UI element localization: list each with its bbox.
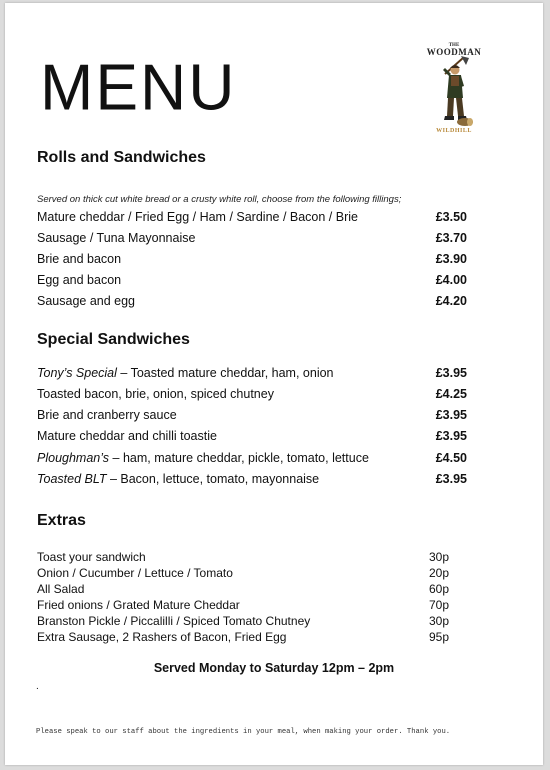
rolls-heading: Rolls and Sandwiches xyxy=(37,149,206,166)
item-price: £4.25 xyxy=(435,387,467,401)
extra-name: Onion / Cucumber / Lettuce / Tomato xyxy=(37,566,233,580)
extra-name: Branston Pickle / Piccalilli / Spiced Tomato Chutney xyxy=(37,614,311,628)
menu-item xyxy=(37,385,467,403)
item-price: £3.95 xyxy=(435,429,467,443)
item-name: Brie and bacon xyxy=(37,252,122,266)
extra-price: 30p xyxy=(429,614,450,628)
menu-item xyxy=(37,250,467,268)
extras-heading: Extras xyxy=(37,512,86,529)
extra-item xyxy=(37,581,467,597)
extra-name: All Salad xyxy=(37,582,85,596)
item-price: £3.90 xyxy=(435,252,467,266)
item-price: £3.95 xyxy=(435,472,467,486)
serving-times: Served Monday to Saturday 12pm – 2pm xyxy=(153,661,395,675)
extra-price: 20p xyxy=(429,566,450,580)
extra-name: Toast your sandwich xyxy=(37,550,146,564)
menu-item xyxy=(37,208,467,226)
logo-location: WILDHILL xyxy=(436,128,472,134)
item-price: £3.50 xyxy=(435,210,467,224)
extra-item xyxy=(37,565,467,581)
allergen-note: Please speak to our staff about the ingredients in your meal, when making your order. Thank you. xyxy=(36,728,451,736)
menu-item xyxy=(37,406,467,424)
item-prefix: Toasted BLT xyxy=(37,472,107,486)
menu-page xyxy=(5,3,543,765)
item-prefix: Ploughman’s xyxy=(37,451,110,465)
item-name: Sausage and egg xyxy=(37,294,136,308)
item-price: £3.70 xyxy=(435,231,467,245)
menu-item xyxy=(37,292,467,310)
menu-item xyxy=(37,229,467,247)
menu-item xyxy=(37,364,467,382)
item-name: – Bacon, lettuce, tomato, mayonnaise xyxy=(106,472,320,486)
item-price: £4.00 xyxy=(435,273,467,287)
menu-item xyxy=(37,271,467,289)
extra-item xyxy=(37,613,467,629)
item-price: £3.95 xyxy=(435,408,467,422)
woodman-figure-icon xyxy=(433,56,475,128)
special-heading: Special Sandwiches xyxy=(37,331,190,348)
item-name: Sausage / Tuna Mayonnaise xyxy=(37,231,196,245)
item-name: Mature cheddar / Fried Egg / Ham / Sardine / Bacon / Brie xyxy=(37,210,358,224)
page-title: MENU xyxy=(40,50,237,124)
logo-the: THE xyxy=(448,43,460,48)
woodman-logo xyxy=(419,43,489,139)
item-prefix: Tony’s Special xyxy=(37,366,117,380)
item-name: – Toasted mature cheddar, ham, onion xyxy=(116,366,334,380)
extra-item xyxy=(37,629,467,645)
extra-price: 70p xyxy=(429,598,450,612)
rolls-intro: Served on thick cut white bread or a crusty white roll, choose from the following fillings; xyxy=(37,194,402,205)
item-price: £3.95 xyxy=(435,366,467,380)
logo-name: WOODMAN xyxy=(426,47,482,57)
stray-dot: . xyxy=(36,681,39,692)
item-price: £4.50 xyxy=(435,451,467,465)
extra-price: 30p xyxy=(429,550,450,564)
extra-price: 60p xyxy=(429,582,450,596)
item-name: – ham, mature cheddar, pickle, tomato, lettuce xyxy=(109,451,369,465)
menu-item xyxy=(37,470,467,488)
menu-item xyxy=(37,449,467,467)
extra-item xyxy=(37,597,467,613)
item-name: Mature cheddar and chilli toastie xyxy=(37,429,217,443)
menu-item xyxy=(37,427,467,445)
item-price: £4.20 xyxy=(435,294,467,308)
extra-item xyxy=(37,549,467,565)
item-name: Toasted bacon, brie, onion, spiced chutney xyxy=(37,387,274,401)
item-name: Egg and bacon xyxy=(37,273,122,287)
extra-name: Extra Sausage, 2 Rashers of Bacon, Fried Egg xyxy=(37,630,287,644)
item-name: Brie and cranberry sauce xyxy=(37,408,177,422)
extra-name: Fried onions / Grated Mature Cheddar xyxy=(37,598,240,612)
extra-price: 95p xyxy=(429,630,450,644)
